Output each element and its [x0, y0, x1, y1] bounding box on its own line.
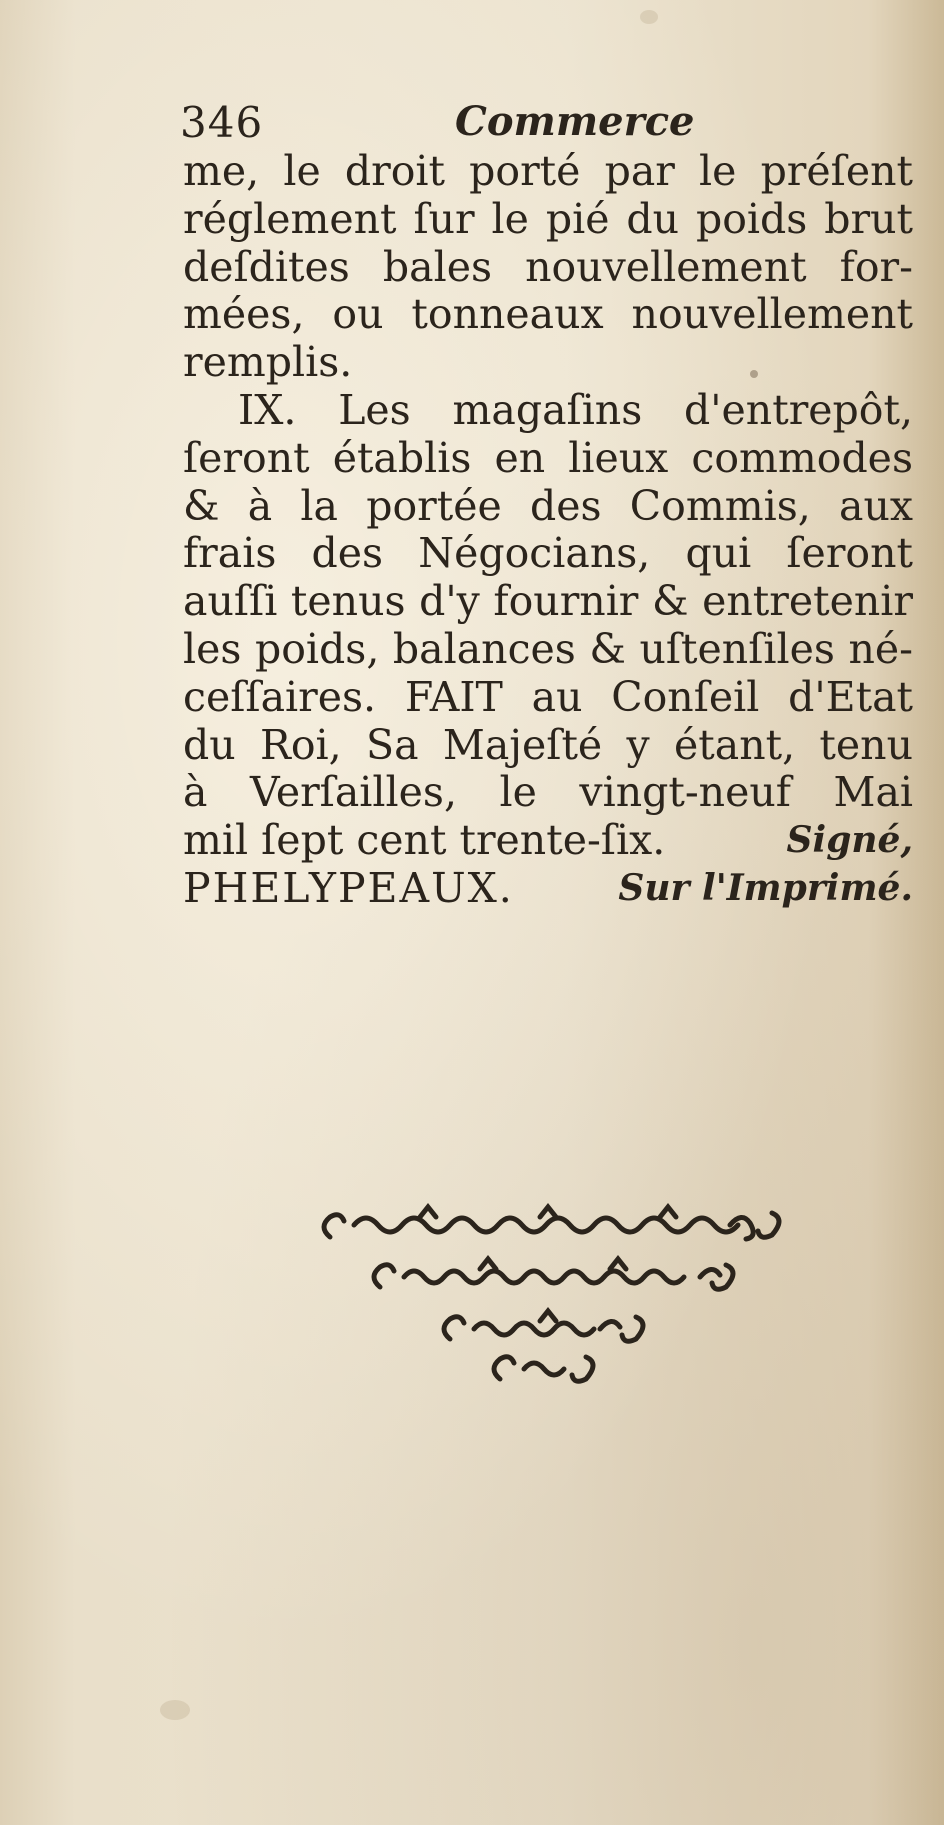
text-line: du Roi, Sa Majeſté y étant, tenu — [183, 720, 913, 769]
text-line: mil ſept cent trente-ſix. — [183, 816, 666, 865]
text-line: frais des Négocians, qui ſeront — [183, 529, 913, 578]
text-line: à Verſailles, le vingt-neuf Mai — [183, 768, 913, 817]
article-heading-line: IX. Les magaſins d'entrepôt, — [238, 385, 913, 434]
text-line: ceſſaires. FAIT au Conſeil d'Etat — [183, 672, 913, 721]
closing-line — [183, 817, 913, 865]
signature-line — [183, 865, 913, 913]
text-line: & à la portée des Commis, aux — [183, 481, 913, 530]
text-line: ſeront établis en lieux commodes — [183, 433, 913, 482]
page-number: 346 — [180, 98, 264, 147]
ornament-row-1 — [324, 1207, 779, 1239]
paper-stain — [640, 10, 658, 24]
imprint-note: Sur l'Imprimé. — [618, 866, 913, 909]
ornament-row-3 — [444, 1311, 643, 1341]
body-text — [183, 148, 913, 913]
text-line: auſſi tenus d'y fournir & entretenir — [183, 577, 913, 626]
text-line: réglement ſur le pié du poids brut — [183, 194, 913, 243]
signed-word: Signé, — [786, 819, 913, 862]
text-line: les poids, balances & uſtenſiles né- — [183, 624, 913, 673]
text-line: me, le droit porté par le préſent — [183, 147, 913, 195]
ornament-row-4 — [494, 1357, 593, 1382]
text-line: deſdites bales nouvellement for- — [183, 242, 913, 291]
fleuron-tailpiece-icon — [310, 1195, 810, 1385]
text-line: remplis. — [183, 338, 353, 387]
running-head: Commerce — [455, 98, 695, 145]
ornament-row-2 — [374, 1259, 733, 1289]
signatory-name: PHELYPEAUX. — [183, 863, 514, 912]
page-header — [180, 98, 920, 148]
text-line: mées, ou tonneaux nouvellement — [183, 290, 913, 339]
paper-stain — [160, 1700, 190, 1720]
